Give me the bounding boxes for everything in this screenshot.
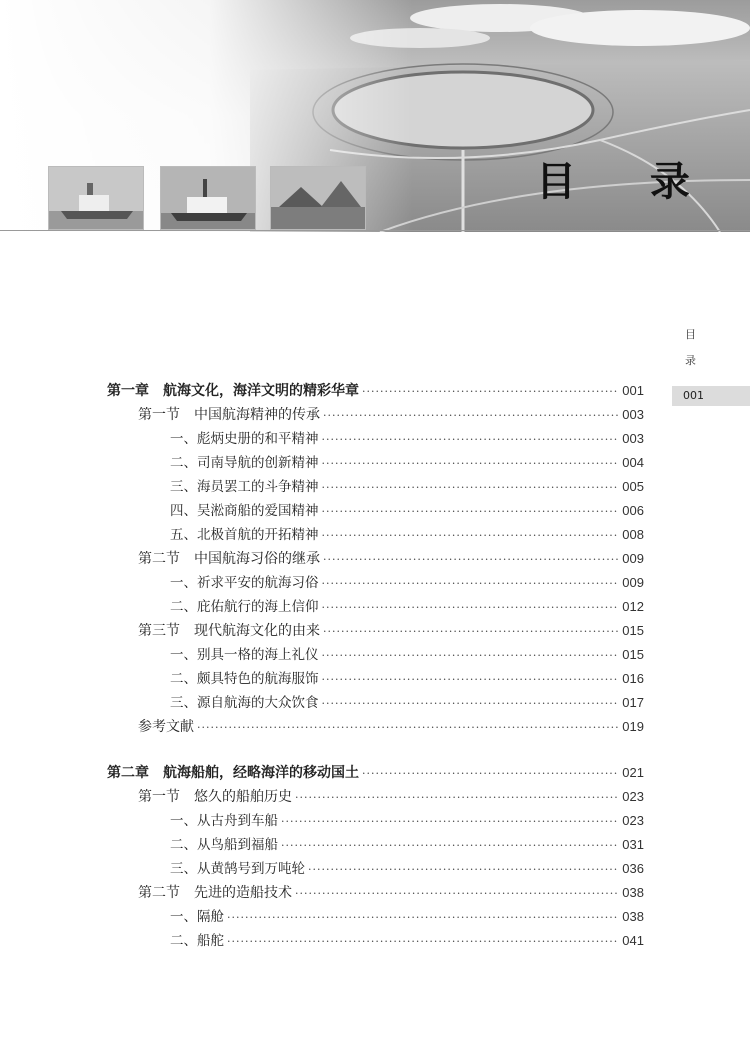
page-number-tab: [672, 386, 750, 406]
toc-entry-page: 023: [622, 813, 644, 828]
toc-entry-label: 第二节 中国航海习俗的继承: [138, 551, 320, 567]
toc-entry-item[interactable]: [170, 502, 644, 521]
toc-entry-page: 005: [622, 479, 644, 494]
toc-entry-item[interactable]: [170, 430, 644, 449]
toc-entry-item[interactable]: [170, 646, 644, 665]
toc-entry-item[interactable]: [170, 694, 644, 713]
toc-leader-dots: [323, 551, 619, 569]
toc-entry-label: 参考文献: [138, 719, 194, 735]
toc-entry-page: 016: [622, 671, 644, 686]
toc-entry-label: 三、海员罢工的斗争精神: [170, 479, 319, 495]
toc-entry-section[interactable]: [138, 884, 644, 903]
toc-entry-section[interactable]: [138, 718, 644, 737]
side-label-bottom: 录: [685, 354, 696, 367]
toc-leader-dots: [322, 671, 620, 689]
toc-entry-page: 038: [622, 885, 644, 900]
toc-leader-dots: [227, 933, 619, 951]
toc-leader-dots: [322, 503, 620, 521]
page-number: 001: [683, 389, 704, 402]
toc-leader-dots: [323, 623, 619, 641]
toc-entry-page: 009: [622, 575, 644, 590]
toc-leader-dots: [322, 599, 620, 617]
toc-entry-item[interactable]: [170, 574, 644, 593]
toc-entry-page: 019: [622, 719, 644, 734]
toc-entry-label: 二、船舵: [170, 933, 224, 949]
toc-entry-item[interactable]: [170, 598, 644, 617]
toc-entry-label: 二、司南导航的创新精神: [170, 455, 319, 471]
toc-entry-label: 二、从鸟船到福船: [170, 837, 278, 853]
toc-leader-dots: [362, 383, 619, 401]
toc-entry-item[interactable]: [170, 908, 644, 927]
toc-entry-label: 第一节 中国航海精神的传承: [138, 407, 320, 423]
toc-entry-page: 015: [622, 623, 644, 638]
toc-entry-label: 第一章 航海文化，海洋文明的精彩华章: [107, 383, 359, 399]
toc-leader-dots: [322, 527, 620, 545]
toc-entry-page: 003: [622, 407, 644, 422]
toc-entry-label: 三、源自航海的大众饮食: [170, 695, 319, 711]
toc-entry-page: 041: [622, 933, 644, 948]
toc-entry-page: 015: [622, 647, 644, 662]
toc-entry-label: 一、别具一格的海上礼仪: [170, 647, 319, 663]
toc-entry-page: 006: [622, 503, 644, 518]
toc-entry-section[interactable]: [138, 788, 644, 807]
toc-entry-label: 第二章 航海船舶，经略海洋的移动国土: [107, 765, 359, 781]
toc-entry-label: 第一节 悠久的船舶历史: [138, 789, 292, 805]
toc-leader-dots: [281, 837, 619, 855]
toc-entry-label: 四、吴淞商船的爱国精神: [170, 503, 319, 519]
toc-entry-page: 008: [622, 527, 644, 542]
toc-leader-dots: [322, 455, 620, 473]
toc-leader-dots: [322, 479, 620, 497]
toc-entry-item[interactable]: [170, 478, 644, 497]
toc-entry-label: 二、庇佑航行的海上信仰: [170, 599, 319, 615]
toc-leader-dots: [295, 885, 619, 903]
toc-entry-chapter[interactable]: [107, 382, 644, 401]
thumbnail-ship-2: [160, 166, 256, 230]
toc-leader-dots: [197, 719, 619, 737]
toc-leader-dots: [322, 695, 620, 713]
toc-entry-section[interactable]: [138, 406, 644, 425]
toc-leader-dots: [295, 789, 619, 807]
toc-entry-item[interactable]: [170, 932, 644, 951]
toc-entry-label: 一、彪炳史册的和平精神: [170, 431, 319, 447]
toc-entry-item[interactable]: [170, 454, 644, 473]
toc-entry-item[interactable]: [170, 670, 644, 689]
toc-entry-section[interactable]: [138, 550, 644, 569]
toc-entry-page: 001: [622, 383, 644, 398]
toc-leader-dots: [308, 861, 619, 879]
toc-leader-dots: [322, 647, 620, 665]
toc-leader-dots: [281, 813, 619, 831]
toc-entry-item[interactable]: [170, 836, 644, 855]
toc-entry-section[interactable]: [138, 622, 644, 641]
toc-entry-label: 一、从古舟到车船: [170, 813, 278, 829]
toc-entry-page: 036: [622, 861, 644, 876]
toc-leader-dots: [323, 407, 619, 425]
thumbnail-harbor: [270, 166, 366, 230]
side-label-top: 目: [685, 328, 696, 341]
header-divider: [0, 230, 750, 231]
toc-entry-label: 三、从黄鹄号到万吨轮: [170, 861, 305, 877]
toc-entry-page: 004: [622, 455, 644, 470]
thumbnail-ship-1: [48, 166, 144, 230]
toc-leader-dots: [322, 575, 620, 593]
toc-entry-item[interactable]: [170, 812, 644, 831]
toc-entry-page: 009: [622, 551, 644, 566]
toc-entry-page: 038: [622, 909, 644, 924]
toc-entry-label: 第三节 现代航海文化的由来: [138, 623, 320, 639]
toc-entry-page: 012: [622, 599, 644, 614]
toc-entry-page: 017: [622, 695, 644, 710]
toc-leader-dots: [227, 909, 619, 927]
toc-entry-label: 一、祈求平安的航海习俗: [170, 575, 319, 591]
toc-entry-label: 第二节 先进的造船技术: [138, 885, 292, 901]
toc-entry-page: 003: [622, 431, 644, 446]
toc-entry-page: 023: [622, 789, 644, 804]
toc-entry-page: 031: [622, 837, 644, 852]
toc-entry-item[interactable]: [170, 860, 644, 879]
toc-entry-page: 021: [622, 765, 644, 780]
toc-entry-label: 五、北极首航的开拓精神: [170, 527, 319, 543]
toc-entry-item[interactable]: [170, 526, 644, 545]
toc-leader-dots: [322, 431, 620, 449]
toc-entry-label: 二、颇具特色的航海服饰: [170, 671, 319, 687]
toc-entry-chapter[interactable]: [107, 764, 644, 783]
page-title: 目 录: [536, 158, 720, 205]
toc-leader-dots: [362, 765, 619, 783]
toc-entry-label: 一、隔舱: [170, 909, 224, 925]
